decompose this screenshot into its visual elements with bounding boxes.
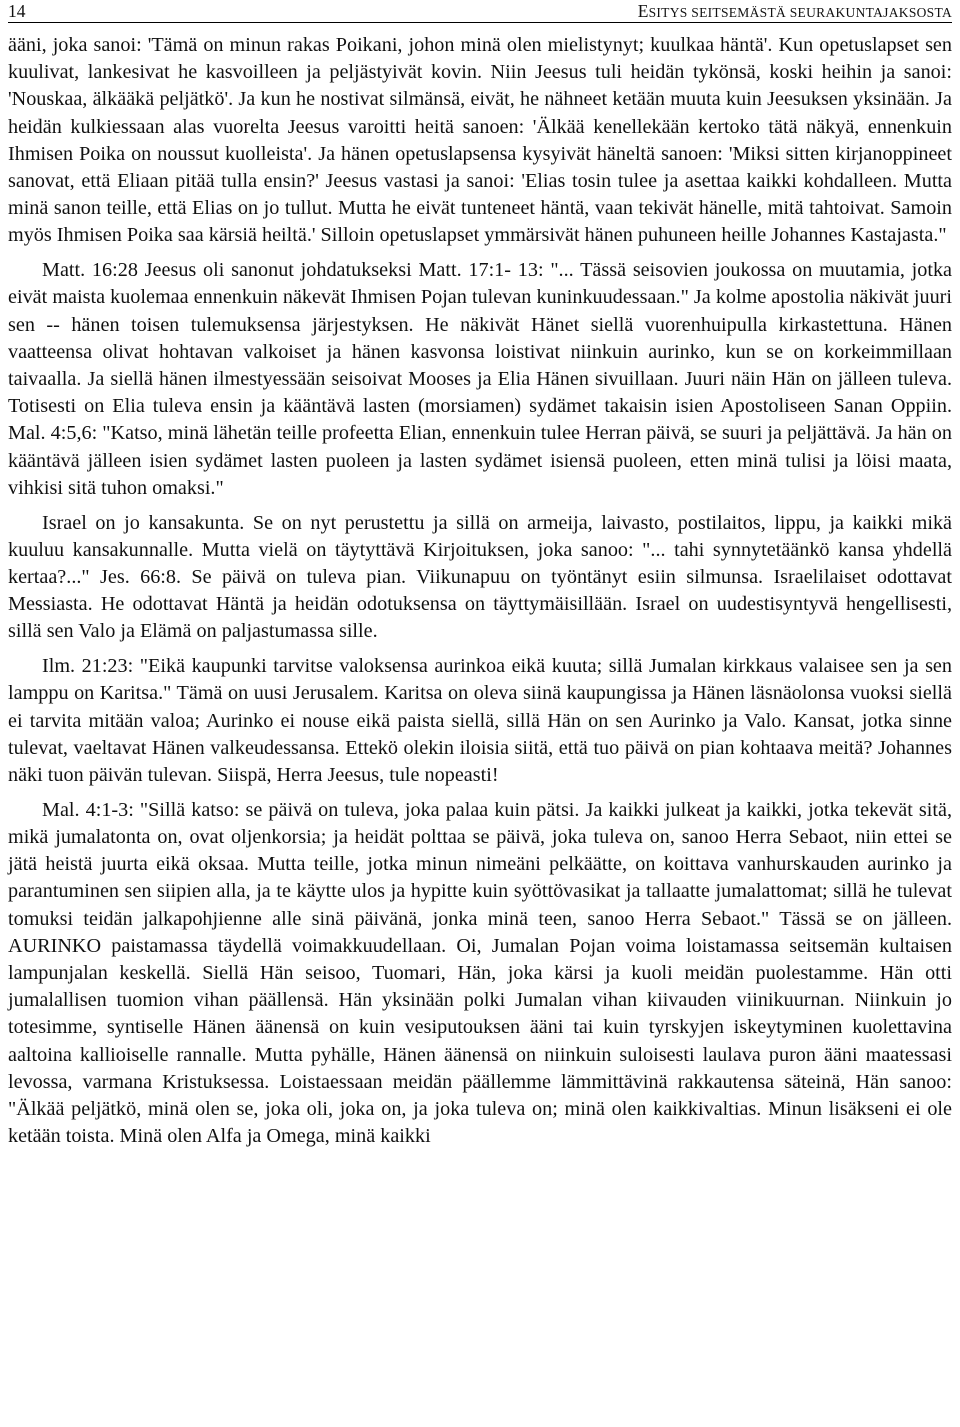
page-number: 14 — [8, 1, 26, 21]
document-page — [8, 0, 952, 1151]
paragraph: Ilm. 21:23: "Eikä kaupunki tarvitse valoksensa aurinkoa eikä kuuta; sillä Jumalan kirkkaus valaisee sen ja sen lamppu on Karitsa." Tämä on uusi Jerusalem. Karitsa on oleva siinä kaupungissa ja Hänen läsnäolonsa vuoksi siellä ei tarvita mitään valoa; Aurinko ei nouse eikä paista siellä, sillä Hän on sen Aurinko ja Valo. Kansat, jotka sinne tulevat, vaeltavat Hänen valkeudessansa. Ettekö olekin iloisia siitä, että tuo päivä on pian kohtaava meitä? Johannes näki tuon päivän tulevan. Siispä, Herra Jeesus, tule nopeasti! — [8, 655, 952, 787]
running-title-small-caps: SITYS SEITSEMÄSTÄ SEURAKUNTAJAKSOSTA — [648, 5, 952, 20]
paragraph: ääni, joka sanoi: 'Tämä on minun rakas Poikani, johon minä olen mielistynyt; kuulkaa häntä'. Kun opetuslapset sen kuulivat, lankesivat he kasvoilleen ja peljästyivät kovin. Niin Jeesus tuli heidän tykönsä, koski heihin ja sanoi: 'Nouskaa, älkääkä peljätkö'. Ja kun he nostivat silmänsä, eivät, he nähneet ketään muuta kuin Jeesuksen yksinään. Ja heidän kulkiessaan alas vuorelta Jeesus varoitti heitä sanoen: 'Älkää kenellekään kertoko tätä näkyä, ennenkuin Ihmisen Poika on noussut kuolleista'. Ja hänen opetuslapsensa kysyivät häneltä sanoen: 'Miksi sitten kirjanoppineet sanovat, että Eliaan pitää tulla ensin?' Jeesus vastasi ja sanoi: 'Elias tosin tulee ja asettaa kaikki kohdalleen. Mutta minä sanon teille, että Elias on jo tullut. Mutta he eivät tunteneet häntä, vaan tekivät hänelle, mitä tahtoivat. Samoin myös Ihmisen Poika saa kärsiä heiltä.' Silloin opetuslapset ymmärsivät hänen puhuneen heille Johannes Kastajasta." — [8, 34, 952, 247]
paragraph: Israel on jo kansakunta. Se on nyt perustettu ja sillä on armeija, laivasto, postilaitos, lippu, ja kaikki mikä kuuluu kansakunnalle. Mutta vielä on täytyttävä Kirjoituksen, joka sanoo: "... tahi synnytetäänkö kansa yhdellä kertaa?..." Jes. 66:8. Se päivä on tuleva pian. Viikunapuu on työntänyt esiin silmunsa. Israelilaiset odottavat Messiasta. He odottavat Häntä ja heidän odotuksensa on täyttymäisillään. Israel on uudestisyntyvä hengellisesti, sillä sen Valo ja Elämä on paljastumassa sille. — [8, 511, 952, 643]
running-header — [8, 0, 952, 23]
running-title-initial: E — [637, 1, 649, 21]
body-text — [8, 32, 952, 1151]
running-title — [638, 0, 952, 24]
paragraph: Matt. 16:28 Jeesus oli sanonut johdatukseksi Matt. 17:1- 13: "... Tässä seisovien joukossa on muutamia, jotka eivät maista kuolemaa ennenkuin näkevät Ihmisen Pojan tulevan kuninkuudessaan." Ja kolme apostolia näkivät juuri sen -- hänen toisen tulemuksensa järjestyksen. He näkivät Hänet siellä vuorenhuipulla kirkastettuna. Hänen vaatteensa olivat hohtavan valkoiset ja hänen kasvonsa loistivat niinkuin aurinko, kun se on korkeimmillaan taivaalla. Ja siellä hänen ilmestyessään seisoivat Mooses ja Elia Hänen sivuillaan. Juuri näin Hän on jälleen tuleva. Totisesti on Elia tuleva ensin ja kääntävä lasten (morsiamen) sydämet takaisin isien Apostoliseen Sanan Oppiin. Mal. 4:5,6: "Katso, minä lähetän teille profeetta Elian, ennenkuin tulee Herran päivä, se suuri ja peljättävä. Ja hän on kääntävä jälleen isien sydämet lasten puoleen ja lasten sydämet isiensä puoleen, etten minä tulisi ja löisi maata, vihkisi sitä tuhon omaksi." — [8, 259, 952, 499]
paragraph: Mal. 4:1-3: "Sillä katso: se päivä on tuleva, joka palaa kuin pätsi. Ja kaikki julkeat ja kaikki, jotka tekevät sitä, mikä jumalatonta on, ovat oljenkorsia; ja heidät polttaa se päivä, joka tuleva on, sanoo Herra Sebaot, niin ettei se jätä heistä juurta eikä oksaa. Mutta teille, jotka minun nimeäni pelkäätte, on koittava vanhurskauden aurinko ja parantuminen sen siipien alla, ja te käytte ulos ja hypitte kuin syöttövasikat ja tallaatte jumalattomat; sillä he tulevat tomuksi teidän jalkapohjienne alle sinä päivänä, jonka minä teen, sanoo Herra Sebaot." Tässä se on jälleen. AURINKO paistamassa täydellä voimakkuudellaan. Oi, Jumalan Pojan voima loistamassa seitsemän kultaisen lampunjalan keskellä. Siellä Hän seisoo, Tuomari, Hän, joka kärsi ja kuoli meidän puolestamme. Hän otti jumalallisen tuomion vihan päällensä. Hän yksinään polki Jumalan vihan kiivauden viinikuurnan. Niinkuin jo totesimme, syntiselle Hänen äänensä on kuin vesiputouksen ääni tai kuin tyrskyjen iskeytyminen kuolettavina aaltoina kallioiselle rannalle. Mutta pyhälle, Hänen äänensä on niinkuin suloisesti laulava puron ääni maatessasi levossa, varmana Kristuksessa. Loistaessaan meidän päällemme lämmittävinä rakkautensa säteinä, Hän sanoo: "Älkää peljätkö, minä olen se, joka oli, joka on, ja joka tuleva on; minä olen kaikkivaltias. Minun lisäkseni ei ole ketään toista. Minä olen Alfa ja Omega, minä kaikki — [8, 798, 952, 1148]
